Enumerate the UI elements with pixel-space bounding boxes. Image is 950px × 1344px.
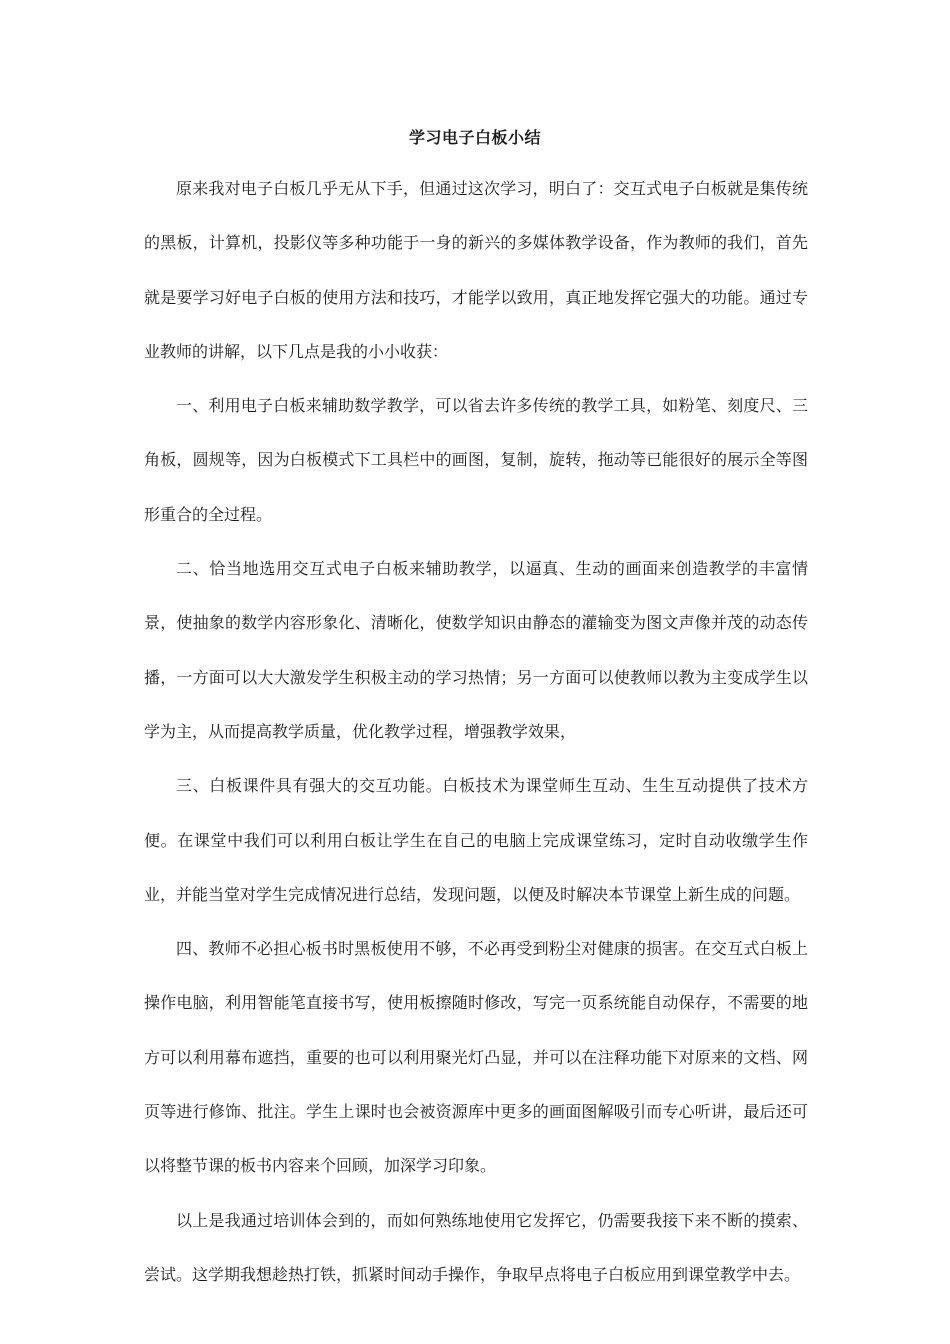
paragraph-point-1: 一、利用电子白板来辅助数学教学，可以省去许多传统的教学工具，如粉笔、刻度尺、三角板，圆规等，因为白板模式下工具栏中的画图，复制，旋转，拖动等已能很好的展示全等图形重合的全过程。 bbox=[144, 396, 808, 524]
paragraph-point-2: 二、恰当地选用交互式电子白板来辅助教学，以逼真、生动的画面来创造教学的丰富情景，使抽象的数学内容形象化、清晰化，使数学知识由静态的灌输变为图文声像并茂的动态传播，一方面可以大大激发学生积极主动的学习热情；另一方面可以使教师以教为主变成学生以学为主，从而提高教学质量，优化教学过程，增强教学效果， bbox=[144, 559, 808, 741]
document-body bbox=[144, 162, 808, 1302]
document-title: 学习电子白板小结 bbox=[408, 128, 541, 147]
paragraph-conclusion: 以上是我通过培训体会到的，而如何熟练地使用它发挥它，仍需要我接下来不断的摸索、尝试。这学期我想趁热打铁，抓紧时间动手操作，争取早点将电子白板应用到课堂教学中去。 bbox=[144, 1210, 808, 1284]
paragraph-intro: 原来我对电子白板几乎无从下手，但通过这次学习，明白了：交互式电子白板就是集传统的黑板，计算机，投影仪等多种功能于一身的新兴的多媒体教学设备，作为教师的我们，首先就是要学习好电子白板的使用方法和技巧，才能学以致用，真正地发挥它强大的功能。通过专业教师的讲解，以下几点是我的小小收获： bbox=[144, 179, 808, 361]
paragraph-point-3: 三、白板课件具有强大的交互功能。白板技术为课堂师生互动、生生互动提供了技术方便。在课堂中我们可以利用白板让学生在自己的电脑上完成课堂练习，定时自动收缴学生作业，并能当堂对学生完成情况进行总结，发现问题，以便及时解决本节课堂上新生成的问题。 bbox=[144, 776, 808, 904]
paragraph-point-4: 四、教师不必担心板书时黑板使用不够，不必再受到粉尘对健康的损害。在交互式白板上操作电脑，利用智能笔直接书写，使用板擦随时修改，写完一页系统能自动保存，不需要的地方可以利用幕布遮挡，重要的也可以利用聚光灯凸显，并可以在注释功能下对原来的文档、网页等进行修饰、批注。学生上课时也会被资源库中更多的画面图解吸引而专心听讲，最后还可以将整节课的板书内容来个回顾，加深学习印象。 bbox=[144, 939, 808, 1176]
